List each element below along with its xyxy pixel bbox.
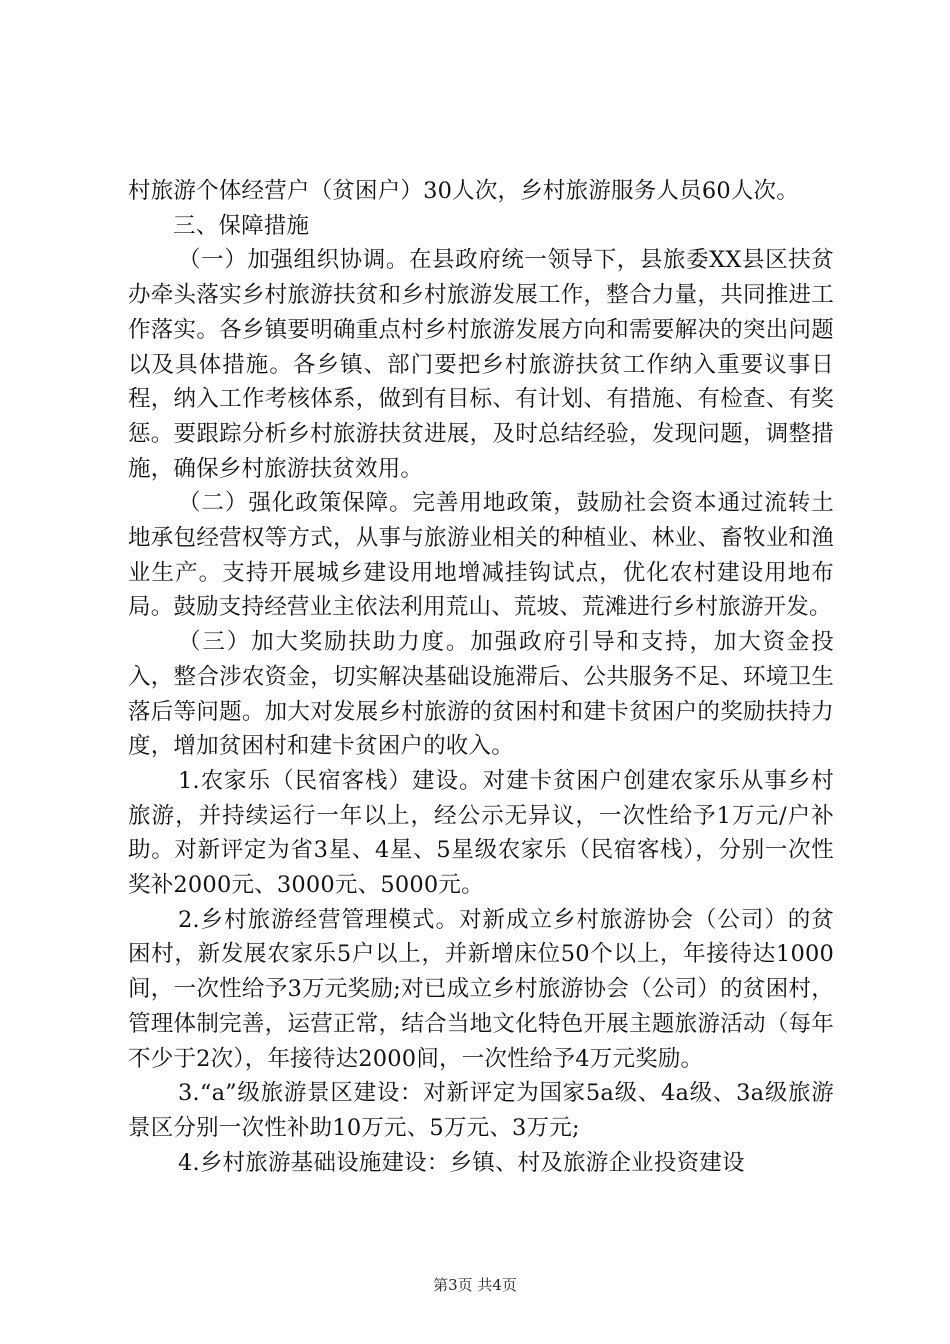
- document-body: [128, 174, 834, 1180]
- list-item-scenic-area: 3.“a”级旅游景区建设：对新评定为国家5a级、4a级、3a级旅游景区分别一次性补助10万元、5万元、3万元;: [128, 1080, 834, 1141]
- list-item-management: 2.乡村旅游经营管理模式。对新成立乡村旅游协会（公司）的贫困村，新发展农家乐5户以上，并新增床位50个以上，年接待达1000间，一次性给予3万元奖励;对已成立乡村旅游协会（公司）的贫困村，管理体制完善，运营正常，结合当地文化特色开展主题旅游活动（每年不少于2次），年接待达2000间，一次性给予4万元奖励。: [128, 906, 834, 1072]
- list-item-infrastructure: 4.乡村旅游基础设施建设：乡镇、村及旅游企业投资建设: [178, 1149, 745, 1176]
- section-heading-safeguards: 三、保障措施: [173, 212, 310, 239]
- list-item-farmhouse: 1.农家乐（民宿客栈）建设。对建卡贫困户创建农家乐从事乡村旅游，并持续运行一年以上，经公示无异议，一次性给予1万元/户补助。对新评定为省3星、4星、5星级农家乐（民宿客栈），分别一次性奖补2000元、3000元、5000元。: [128, 767, 834, 899]
- page-number-footer: 第3页 共4页: [433, 1276, 517, 1294]
- paragraph-incentives: （三）加大奖励扶助力度。加强政府引导和支持，加大资金投入，整合涉农资金，切实解决基础设施滞后、公共服务不足、环境卫生落后等问题。加大对发展乡村旅游的贫困村和建卡贫困户的奖励扶持力度，增加贫困村和建卡贫困户的收入。: [128, 629, 834, 760]
- paragraph-organization: （一）加强组织协调。在县政府统一领导下，县旅委XX县区扶贫办牵头落实乡村旅游扶贫和乡村旅游发展工作，整合力量，共同推进工作落实。各乡镇要明确重点村乡村旅游发展方向和需要解决的突出问题以及具体措施。各乡镇、部门要把乡村旅游扶贫工作纳入重要议事日程，纳入工作考核体系，做到有目标、有计划、有措施、有检查、有奖惩。要跟踪分析乡村旅游扶贫进展，及时总结经验，发现问题，调整措施，确保乡村旅游扶贫效用。: [128, 247, 834, 482]
- paragraph-policy: （二）强化政策保障。完善用地政策，鼓励社会资本通过流转土地承包经营权等方式，从事与旅游业相关的种植业、林业、畜牧业和渔业生产。支持开展城乡建设用地增减挂钩试点，优化农村建设用地布局。鼓励支持经营业主依法利用荒山、荒坡、荒滩进行乡村旅游开发。: [128, 490, 834, 621]
- paragraph-continuation: 村旅游个体经营户（贫困户）30人次，乡村旅游服务人员60人次。: [128, 178, 799, 204]
